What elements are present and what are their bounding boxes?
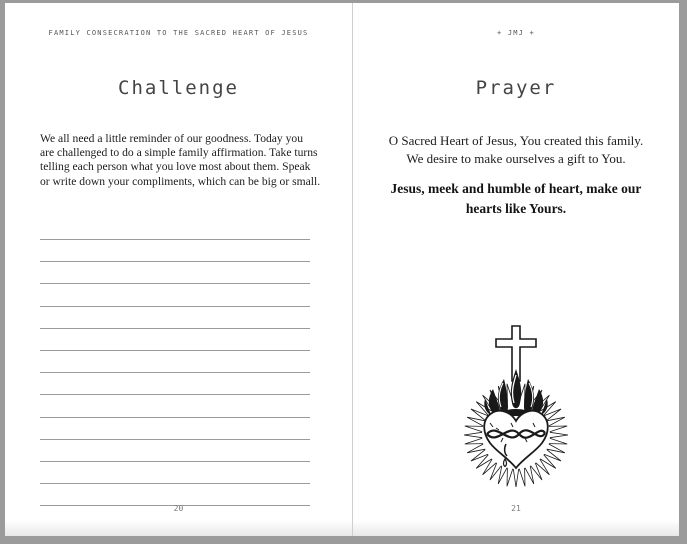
ruled-line bbox=[40, 283, 310, 284]
ruled-line bbox=[40, 261, 310, 262]
body-text-line: We all need a little reminder of our goodness. Today you bbox=[40, 132, 304, 145]
prayer-text-line: We desire to make ourselves a gift to You. bbox=[406, 150, 626, 166]
aspiration-text bbox=[353, 179, 679, 219]
ruled-line bbox=[40, 306, 310, 307]
ruled-line bbox=[40, 394, 310, 395]
right-page bbox=[353, 3, 679, 536]
ruled-line bbox=[40, 439, 310, 440]
page-number: 20 bbox=[173, 504, 184, 513]
page-title-prayer: Prayer bbox=[475, 77, 557, 99]
prayer-text bbox=[353, 132, 679, 167]
ruled-line bbox=[40, 372, 310, 373]
ruled-line bbox=[40, 239, 310, 240]
ruled-line bbox=[40, 461, 310, 462]
aspiration-text-line: Jesus, meek and humble of heart, make our bbox=[390, 181, 642, 196]
sacred-heart-illustration bbox=[441, 323, 591, 491]
left-page bbox=[5, 3, 352, 536]
ruled-line bbox=[40, 350, 310, 351]
body-paragraph bbox=[40, 132, 320, 189]
body-text-line: are challenged to do a simple family affirmation. Take turns bbox=[40, 146, 318, 160]
prayer-text-line: O Sacred Heart of Jesus, You created this family. bbox=[388, 133, 644, 148]
ruled-line bbox=[40, 328, 310, 329]
writing-lines bbox=[40, 239, 310, 527]
aspiration-text-line: hearts like Yours. bbox=[465, 201, 567, 216]
page-number: 21 bbox=[511, 504, 521, 513]
body-text-line: or write down your compliments, which can be big or small. bbox=[40, 174, 321, 188]
running-header: FAMILY CONSECRATION TO THE SACRED HEART OF JESUS bbox=[48, 29, 309, 37]
ruled-line bbox=[40, 483, 310, 484]
running-header-jmj: + JMJ + bbox=[497, 29, 535, 37]
ruled-line bbox=[40, 417, 310, 418]
page-title-challenge: Challenge bbox=[118, 77, 239, 99]
body-text-line: telling each person what you love most about them. Speak bbox=[40, 160, 311, 174]
heart-icon bbox=[484, 411, 548, 468]
